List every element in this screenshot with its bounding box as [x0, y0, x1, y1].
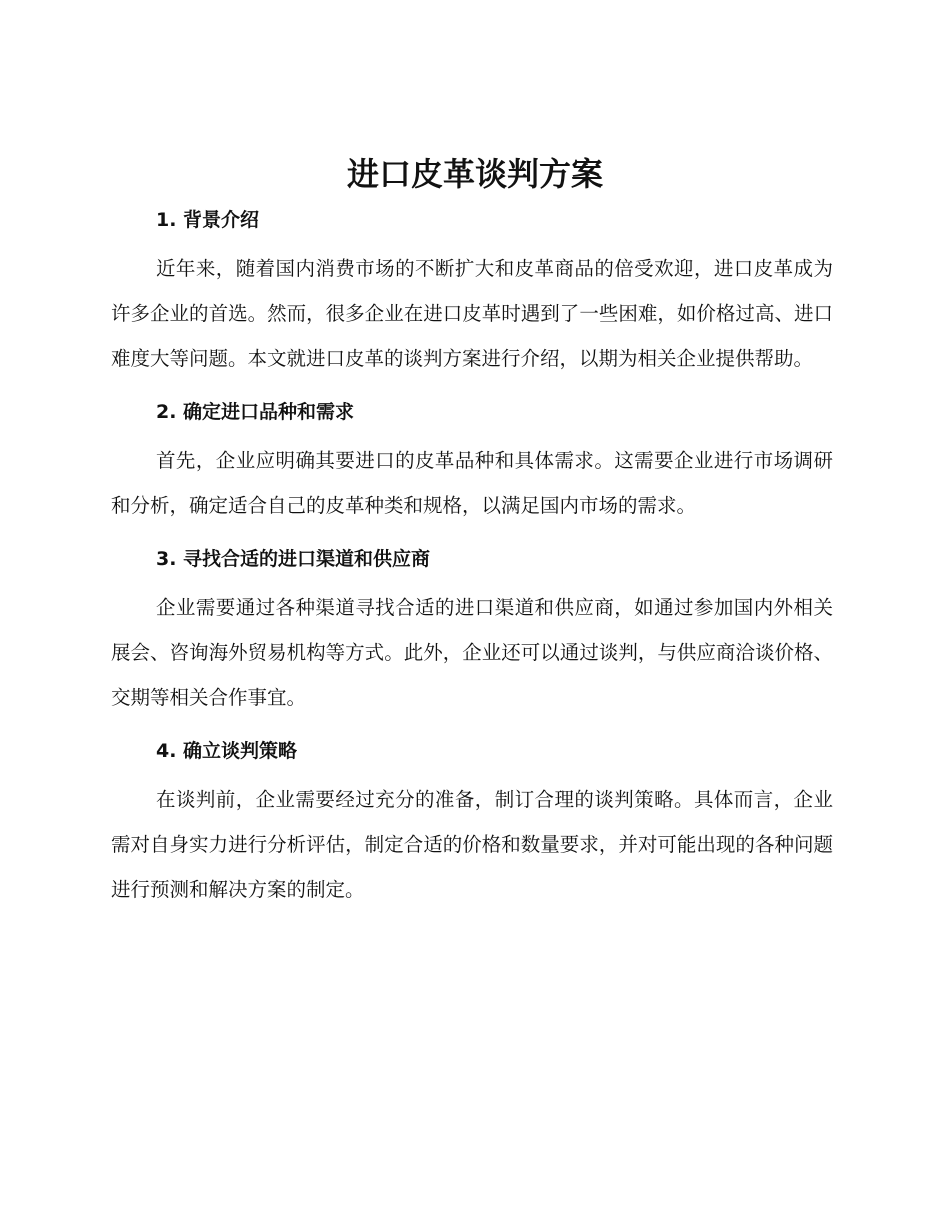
document-content: [111, 200, 833, 912]
section-heading: 4. 确立谈判策略: [156, 740, 298, 762]
section-background: [111, 200, 833, 392]
section-paragraph: 近年来，随着国内消费市场的不断扩大和皮革商品的倍受欢迎，进口皮革成为许多企业的首选。然而，很多企业在进口皮革时遇到了一些困难，如价格过高、进口难度大等问题。本文就进口皮革的谈判方案进行介绍，以期为相关企业提供帮助。: [111, 257, 833, 370]
section-channels-and-suppliers: [111, 539, 833, 731]
section-paragraph: 在谈判前，企业需要经过充分的准备，制订合理的谈判策略。具体而言，企业需对自身实力进行分析评估，制定合适的价格和数量要求，并对可能出现的各种问题进行预测和解决方案的制定。: [111, 788, 833, 901]
section-negotiation-strategy: [111, 731, 833, 912]
section-paragraph: 首先，企业应明确其要进口的皮革品种和具体需求。这需要企业进行市场调研和分析，确定适合自己的皮革种类和规格，以满足国内市场的需求。: [111, 449, 833, 517]
section-paragraph: 企业需要通过各种渠道寻找合适的进口渠道和供应商，如通过参加国内外相关展会、咨询海外贸易机构等方式。此外，企业还可以通过谈判，与供应商洽谈价格、交期等相关合作事宜。: [111, 596, 833, 709]
section-heading: 3. 寻找合适的进口渠道和供应商: [156, 548, 431, 570]
section-heading: 1. 背景介绍: [156, 209, 260, 231]
document-title: 进口皮革谈判方案: [346, 155, 603, 193]
section-varieties-and-demand: [111, 392, 833, 539]
section-heading: 2. 确定进口品种和需求: [156, 401, 355, 423]
